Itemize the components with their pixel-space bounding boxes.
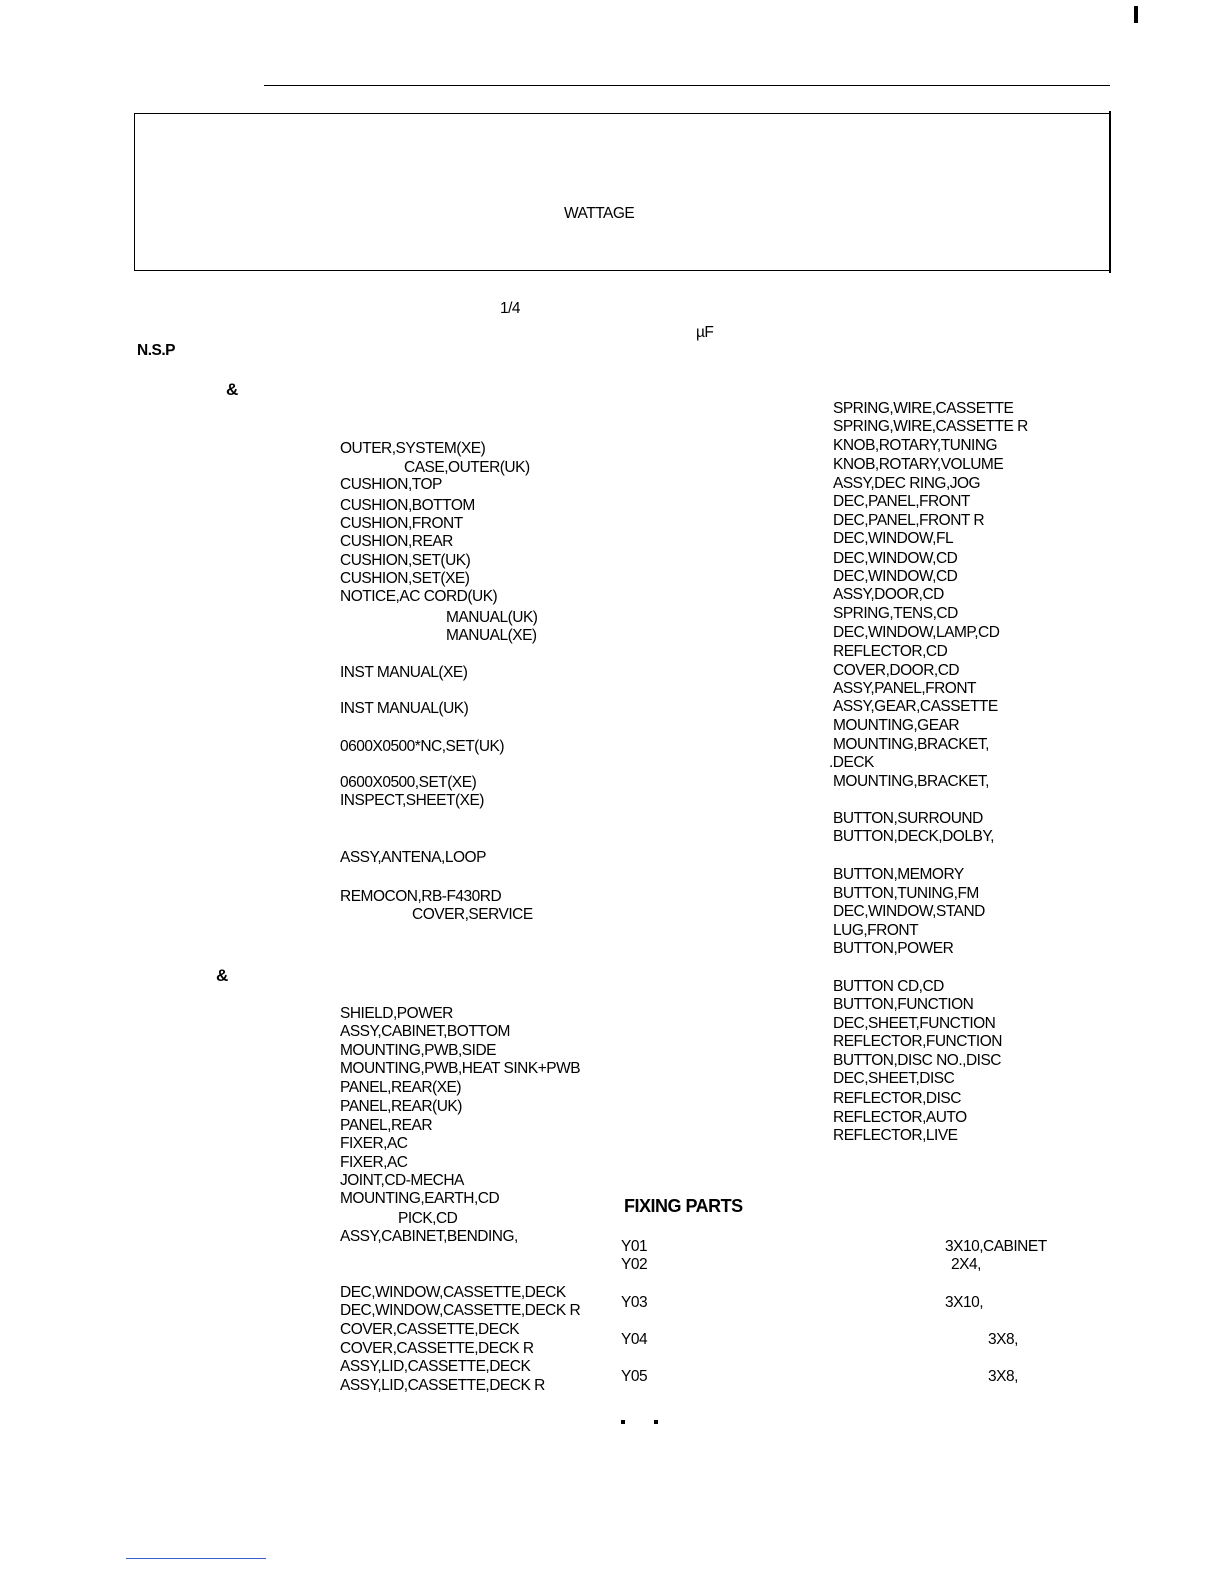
list-item: KNOB,ROTARY,VOLUME bbox=[833, 456, 1004, 473]
list-item: .DECK bbox=[829, 754, 874, 771]
list-item: INST MANUAL(XE) bbox=[340, 664, 468, 681]
list-item: FIXER,AC bbox=[340, 1135, 408, 1152]
list-item: SHIELD,POWER bbox=[340, 1005, 453, 1022]
list-item: REMOCON,RB-F430RD bbox=[340, 888, 502, 905]
list-item: SPRING,WIRE,CASSETTE bbox=[833, 400, 1014, 417]
list-item: CASE,OUTER(UK) bbox=[404, 459, 530, 476]
list-item: MANUAL(UK) bbox=[446, 609, 538, 626]
list-item: BUTTON CD,CD bbox=[833, 978, 944, 995]
list-item: BUTTON,DECK,DOLBY, bbox=[833, 828, 994, 845]
list-item: PANEL,REAR(XE) bbox=[340, 1079, 462, 1096]
list-item: BUTTON,FUNCTION bbox=[833, 996, 974, 1013]
list-item: DEC,WINDOW,CASSETTE,DECK bbox=[340, 1284, 566, 1301]
list-item: DEC,WINDOW,CD bbox=[833, 550, 958, 567]
notice-wattage: WATTAGE bbox=[564, 205, 635, 222]
list-item: DEC,SHEET,DISC bbox=[833, 1070, 955, 1087]
list-item: SPRING,WIRE,CASSETTE R bbox=[833, 418, 1028, 435]
list-item: DEC,WINDOW,STAND bbox=[833, 903, 985, 920]
list-item: CUSHION,REAR bbox=[340, 533, 453, 550]
header-rule bbox=[264, 85, 1110, 86]
section-ampersand-1: & bbox=[226, 380, 238, 399]
list-item: NOTICE,AC CORD(UK) bbox=[340, 588, 498, 605]
fixing-desc: 3X8, bbox=[988, 1368, 1018, 1385]
list-item: BUTTON,MEMORY bbox=[833, 866, 964, 883]
list-item: DEC,WINDOW,CD bbox=[833, 568, 958, 585]
page-dot-right bbox=[654, 1420, 658, 1424]
list-item: BUTTON,POWER bbox=[833, 940, 954, 957]
list-item: REFLECTOR,DISC bbox=[833, 1090, 961, 1107]
list-item: 0600X0500*NC,SET(UK) bbox=[340, 738, 505, 755]
list-item: MOUNTING,GEAR bbox=[833, 717, 960, 734]
fixing-code: Y03 bbox=[621, 1294, 648, 1311]
list-item: MOUNTING,PWB,HEAT SINK+PWB bbox=[340, 1060, 581, 1077]
microfarad-note: µF bbox=[696, 324, 714, 341]
list-item: JOINT,CD-MECHA bbox=[340, 1172, 464, 1189]
list-item: INST MANUAL(UK) bbox=[340, 700, 469, 717]
list-item: REFLECTOR,CD bbox=[833, 643, 948, 660]
list-item: DEC,PANEL,FRONT R bbox=[833, 512, 985, 529]
list-item: LUG,FRONT bbox=[833, 922, 919, 939]
list-item: CUSHION,SET(XE) bbox=[340, 570, 470, 587]
nsp-note: N.S.P bbox=[137, 342, 175, 359]
fixing-code: Y02 bbox=[621, 1256, 648, 1273]
list-item: DEC,SHEET,FUNCTION bbox=[833, 1015, 996, 1032]
list-item: BUTTON,DISC NO.,DISC bbox=[833, 1052, 1001, 1069]
list-item: BUTTON,TUNING,FM bbox=[833, 885, 979, 902]
list-item: ASSY,ANTENA,LOOP bbox=[340, 849, 486, 866]
list-item: BUTTON,SURROUND bbox=[833, 810, 983, 827]
list-item: ASSY,LID,CASSETTE,DECK bbox=[340, 1358, 531, 1375]
list-item: REFLECTOR,AUTO bbox=[833, 1109, 967, 1126]
list-item: ASSY,DEC RING,JOG bbox=[833, 475, 981, 492]
list-item: FIXER,AC bbox=[340, 1154, 408, 1171]
list-item: MOUNTING,BRACKET, bbox=[833, 773, 989, 790]
list-item: 0600X0500,SET(XE) bbox=[340, 774, 477, 791]
list-item: ASSY,CABINET,BENDING, bbox=[340, 1228, 518, 1245]
list-item: DEC,PANEL,FRONT bbox=[833, 493, 970, 510]
fixing-code: Y04 bbox=[621, 1331, 648, 1348]
fixing-code: Y05 bbox=[621, 1368, 648, 1385]
list-item: INSPECT,SHEET(XE) bbox=[340, 792, 484, 809]
list-item: CUSHION,FRONT bbox=[340, 515, 463, 532]
list-item: OUTER,SYSTEM(XE) bbox=[340, 440, 486, 457]
list-item: COVER,DOOR,CD bbox=[833, 662, 960, 679]
list-item: CUSHION,BOTTOM bbox=[340, 497, 475, 514]
fixing-desc: 2X4, bbox=[951, 1256, 981, 1273]
list-item: PANEL,REAR(UK) bbox=[340, 1098, 462, 1115]
list-item: COVER,CASSETTE,DECK bbox=[340, 1321, 520, 1338]
list-item: PANEL,REAR bbox=[340, 1117, 433, 1134]
notice-box bbox=[134, 113, 1110, 271]
list-item: PICK,CD bbox=[398, 1210, 458, 1227]
fraction-note: 1/4 bbox=[500, 300, 521, 317]
notice-box-edge bbox=[1109, 111, 1111, 273]
list-item: ASSY,LID,CASSETTE,DECK R bbox=[340, 1377, 545, 1394]
list-item: CUSHION,SET(UK) bbox=[340, 552, 471, 569]
list-item: COVER,CASSETTE,DECK R bbox=[340, 1340, 534, 1357]
list-item: KNOB,ROTARY,TUNING bbox=[833, 437, 998, 454]
list-item: COVER,SERVICE bbox=[412, 906, 533, 923]
list-item: DEC,WINDOW,FL bbox=[833, 530, 954, 547]
list-item: CUSHION,TOP bbox=[340, 476, 442, 493]
page-edge-mark bbox=[1134, 6, 1138, 23]
section-ampersand-2: & bbox=[216, 966, 228, 985]
fixing-desc: 3X8, bbox=[988, 1331, 1018, 1348]
list-item: MOUNTING,BRACKET, bbox=[833, 736, 989, 753]
fixing-desc: 3X10,CABINET bbox=[945, 1238, 1047, 1255]
fixing-desc: 3X10, bbox=[945, 1294, 984, 1311]
list-item: DEC,WINDOW,LAMP,CD bbox=[833, 624, 1000, 641]
list-item: MOUNTING,PWB,SIDE bbox=[340, 1042, 496, 1059]
page-dot-left bbox=[621, 1420, 625, 1424]
fixing-parts-title: FIXING PARTS bbox=[624, 1196, 743, 1216]
list-item: MANUAL(XE) bbox=[446, 627, 537, 644]
list-item: ASSY,CABINET,BOTTOM bbox=[340, 1023, 510, 1040]
footer-underline bbox=[126, 1557, 266, 1559]
list-item: REFLECTOR,LIVE bbox=[833, 1127, 958, 1144]
list-item: DEC,WINDOW,CASSETTE,DECK R bbox=[340, 1302, 581, 1319]
fixing-code: Y01 bbox=[621, 1238, 648, 1255]
list-item: REFLECTOR,FUNCTION bbox=[833, 1033, 1002, 1050]
list-item: ASSY,PANEL,FRONT bbox=[833, 680, 977, 697]
list-item: MOUNTING,EARTH,CD bbox=[340, 1190, 500, 1207]
list-item: ASSY,GEAR,CASSETTE bbox=[833, 698, 998, 715]
list-item: SPRING,TENS,CD bbox=[833, 605, 958, 622]
list-item: ASSY,DOOR,CD bbox=[833, 586, 944, 603]
